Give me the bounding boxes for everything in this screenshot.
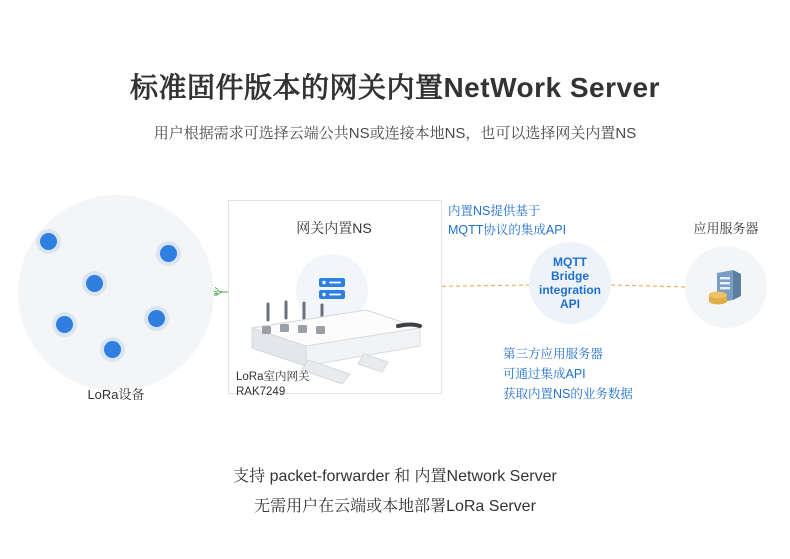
lora-device-node [148,310,165,327]
architecture-diagram [0,180,790,440]
third-party-server-note-line3: 获取内置NS的业务数据 [503,387,633,401]
gateway-caption [236,370,310,400]
app-server-circle [685,246,767,328]
integration-api-note [448,202,566,240]
application-server-icon [703,264,749,310]
lora-device-node [104,341,121,358]
page-subtitle: 用户根据需求可选择云端公共NS或连接本地NS，也可以选择网关内置NS [153,125,637,142]
mqtt-bubble-line2: Bridge [550,269,589,283]
app-server-label: 应用服务器 [693,221,759,236]
lora-device-cloud [18,195,214,391]
third-party-server-note [503,344,633,404]
lora-device-node [56,316,73,333]
mqtt-bubble-line4: API [559,297,580,311]
third-party-server-note-line1: 第三方应用服务器 [503,347,604,361]
lora-device-node [86,275,103,292]
third-party-server-note-line2: 可通过集成API [503,367,586,381]
footer-line1: 支持 packet-forwarder 和 内置Network Server [233,468,557,485]
lora-device-node [40,233,57,250]
integration-api-note-line2: MQTT协议的集成API [448,223,567,237]
footer-line2: 无需用户在云端或本地部署LoRa Server [254,498,536,515]
gateway-caption-line2: RAK7249 [236,386,286,398]
mqtt-bridge-bubble [529,242,611,324]
gateway-panel-title: 网关内置NS [296,220,372,236]
lora-device-label: LoRa设备 [87,387,145,402]
mqtt-bubble-line3: integration [539,283,601,297]
integration-api-note-line1: 内置NS提供基于 [448,204,541,218]
mqtt-bubble-line1: MQTT [553,255,587,269]
gateway-caption-line1: LoRa室内网关 [236,371,310,383]
footer-text [0,462,790,522]
lora-device-node [160,245,177,262]
page-title: 标准固件版本的网关内置NetWork Server [129,72,661,103]
